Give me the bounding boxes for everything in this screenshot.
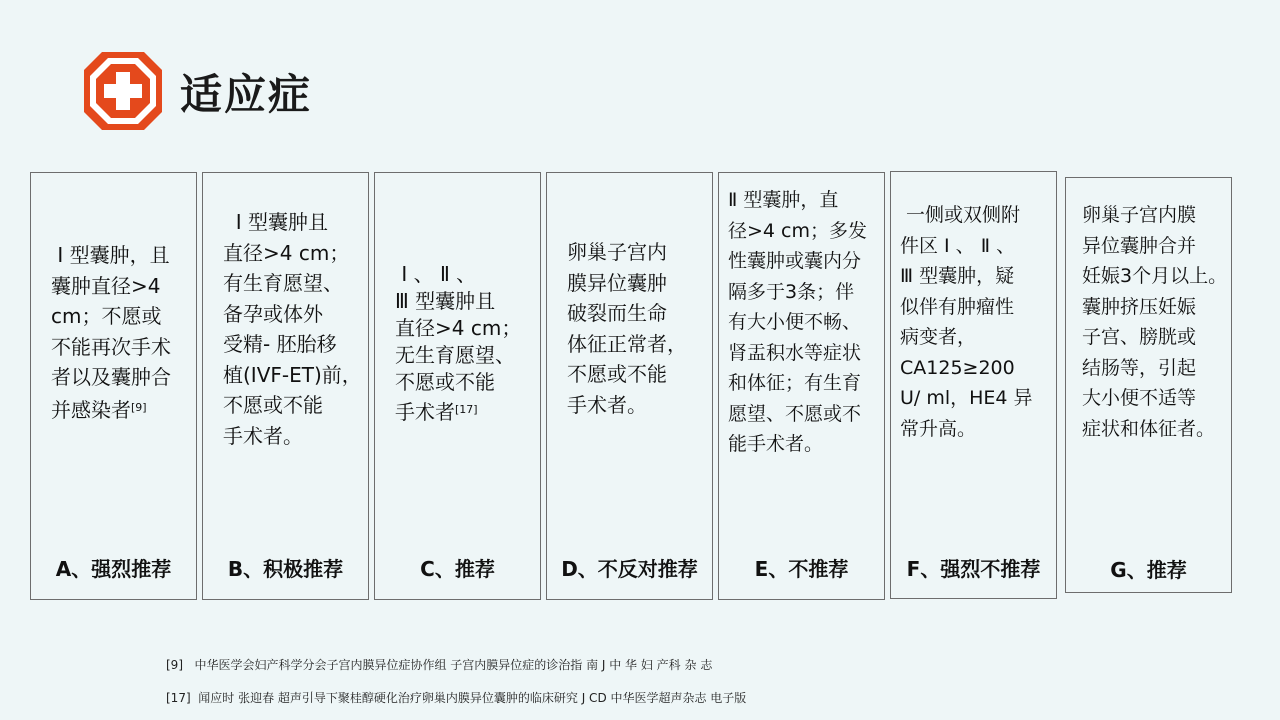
card-line: 受精- 胚胎移 xyxy=(223,332,337,356)
recommendation-label: E、不推荐 xyxy=(754,557,849,581)
card-line: 和体征；有生育 xyxy=(728,372,862,394)
card-line: 卵巢子宫内膜 xyxy=(1082,204,1197,226)
card-line: 病变者， xyxy=(900,326,977,348)
card-text xyxy=(567,237,687,420)
card-line: Ⅱ 型囊肿，直 xyxy=(728,189,839,211)
card-line: 异位囊肿合并 xyxy=(1082,234,1197,257)
card-c xyxy=(374,172,541,600)
card-text xyxy=(395,261,521,426)
card-line: Ⅲ 型囊肿且 xyxy=(395,289,496,313)
reference-9: [9] 中华医学会妇产科学分会子宫内膜异位症协作组 子宫内膜异位症的诊治指 南 J 中 华 妇 产科 杂 志 xyxy=(166,658,713,672)
card-line: 不愿或不能 xyxy=(395,370,495,394)
card-g xyxy=(1065,177,1232,593)
card-line: Ⅰ 型囊肿且 xyxy=(223,210,328,234)
card-line: 症状和体征者。 xyxy=(1082,417,1216,440)
recommendation-label: C、推荐 xyxy=(420,557,495,581)
card-line: 破裂而生命 xyxy=(567,301,667,325)
card-line: 径>4 cm；多发 xyxy=(728,219,868,242)
card-line: 直径>4 cm； xyxy=(395,316,522,340)
card-line: 手术者。 xyxy=(223,423,303,448)
card-line: 妊娠3个月以上。 xyxy=(1082,265,1228,287)
card-line: 并感染者 xyxy=(51,397,131,422)
card-line: cm；不愿或 xyxy=(51,304,162,328)
card-text xyxy=(900,200,1033,444)
card-text xyxy=(51,240,171,425)
card-line: 大小便不适等 xyxy=(1082,387,1197,409)
card-line: 愿望、不愿或不 xyxy=(728,402,862,425)
card-line: 体征正常者， xyxy=(567,331,687,356)
card-line: 子宫、膀胱或 xyxy=(1082,326,1197,348)
card-line: CA125≥200 xyxy=(900,356,1015,379)
recommendation-label: A、强烈推荐 xyxy=(55,557,172,581)
card-line: 件区 Ⅰ 、 Ⅱ 、 xyxy=(900,234,1016,257)
card-line: Ⅰ 、 Ⅱ 、 xyxy=(395,262,477,286)
card-line: 不愿或不能 xyxy=(223,393,323,417)
card-line: 隔多于3条；伴 xyxy=(728,280,855,303)
card-a xyxy=(30,172,197,600)
card-f xyxy=(890,171,1057,599)
card-line: 结肠等，引起 xyxy=(1082,356,1197,379)
page-title: 适应症 xyxy=(180,70,313,119)
card-line: 不愿或不能 xyxy=(567,362,667,386)
card-line: U/ ml，HE4 异 xyxy=(900,387,1033,409)
card-line: 有大小便不畅、 xyxy=(728,311,862,333)
citation-ref: [9] xyxy=(131,400,147,414)
card-line: 囊肿直径>4 xyxy=(51,273,161,298)
card-line: 备孕或体外 xyxy=(223,301,323,326)
medical-cross-icon xyxy=(82,50,164,132)
card-line: 卵巢子宫内 xyxy=(567,240,667,264)
card-line: 手术者 xyxy=(395,400,455,424)
card-line: Ⅲ 型囊肿，疑 xyxy=(900,265,1015,287)
card-line: 膜异位囊肿 xyxy=(567,270,667,295)
reference-17: [17] 闻应时 张迎春 超声引导下聚桂醇硬化治疗卵巢内膜异位囊肿的临床研究 J CD 中华医学超声杂志 电子版 xyxy=(166,691,747,705)
citation-ref: [17] xyxy=(455,403,478,416)
card-line: 囊肿挤压妊娠 xyxy=(1082,295,1197,318)
recommendation-label: G、推荐 xyxy=(1110,558,1187,582)
card-text xyxy=(223,207,362,451)
card-line: 者以及囊肿合 xyxy=(51,365,171,389)
card-d xyxy=(546,172,713,600)
card-line: 不能再次手术 xyxy=(51,334,171,359)
card-line: 直径>4 cm； xyxy=(223,240,350,265)
card-text xyxy=(728,185,867,460)
card-line: 一侧或双侧附 xyxy=(900,204,1021,226)
card-line: 性囊肿或囊内分 xyxy=(728,250,862,272)
card-text xyxy=(1082,200,1227,444)
recommendation-label: F、强烈不推荐 xyxy=(906,557,1041,581)
recommendation-label: D、不反对推荐 xyxy=(561,557,698,581)
card-line: 植(IVF-ET)前， xyxy=(223,362,362,387)
card-line: 常升高。 xyxy=(900,417,977,440)
card-line: 无生育愿望、 xyxy=(395,343,515,367)
card-line: 能手术者。 xyxy=(728,433,824,455)
card-line: 有生育愿望、 xyxy=(223,271,343,295)
card-b xyxy=(202,172,369,600)
card-line: 似伴有肿瘤性 xyxy=(900,295,1015,318)
card-line: 肾盂积水等症状 xyxy=(728,341,862,364)
card-line: 手术者。 xyxy=(567,392,647,417)
card-e xyxy=(718,172,885,600)
card-line: Ⅰ 型囊肿，且 xyxy=(51,243,170,267)
recommendation-label: B、积极推荐 xyxy=(227,557,344,581)
